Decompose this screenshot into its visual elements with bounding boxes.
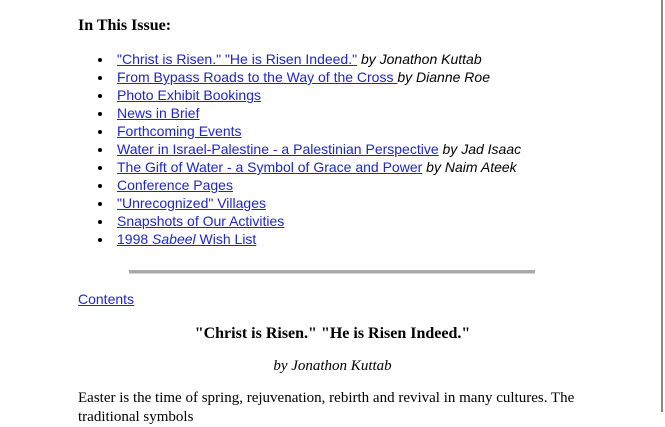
bullet-icon (98, 112, 102, 116)
link-water-israel-palestine[interactable]: Water in Israel-Palestine - a Palestinian Perspective (117, 141, 439, 157)
list-item (0, 194, 600, 212)
wish-list-suffix: Wish List (195, 231, 257, 247)
link-gift-of-water[interactable]: The Gift of Water - a Symbol of Grace and Power (117, 159, 423, 175)
bullet-icon (98, 202, 102, 206)
bullet-icon (98, 58, 102, 62)
link-news-in-brief[interactable]: News in Brief (117, 105, 200, 121)
contents-link[interactable]: Contents (78, 291, 135, 307)
link-bypass-roads[interactable]: From Bypass Roads to the Way of the Cross (117, 69, 398, 85)
bullet-icon (98, 238, 102, 242)
issue-list (0, 50, 600, 248)
link-conference-pages[interactable]: Conference Pages (117, 177, 233, 193)
bullet-icon (98, 220, 102, 224)
list-item (0, 140, 600, 158)
list-item (0, 104, 600, 122)
link-wish-list[interactable] (117, 231, 256, 247)
article-title: "Christ is Risen." "He is Risen Indeed." (194, 325, 471, 342)
byline: by Jad Isaac (438, 141, 522, 157)
page-edge-rule (661, 0, 663, 412)
wish-list-sabeel: Sabeel (152, 231, 196, 247)
list-item (0, 68, 600, 86)
bullet-icon (98, 148, 102, 152)
link-christ-is-risen[interactable]: "Christ is Risen." "He is Risen Indeed." (117, 51, 358, 67)
list-item (0, 176, 600, 194)
bullet-icon (98, 184, 102, 188)
list-item (0, 86, 600, 104)
in-this-issue-heading: In This Issue: (78, 17, 172, 34)
byline: by Dianne Roe (397, 69, 490, 85)
byline: by Jonathon Kuttab (357, 51, 482, 67)
horizontal-divider (129, 270, 535, 274)
link-snapshots[interactable]: Snapshots of Our Activities (117, 213, 285, 229)
article-paragraph: Easter is the time of spring, rejuvenation, rebirth and revival in many cultures. The traditional symbols (78, 390, 575, 425)
bullet-icon (98, 76, 102, 80)
list-item (0, 122, 600, 140)
link-unrecognized-villages[interactable]: "Unrecognized" Villages (117, 195, 266, 211)
bullet-icon (98, 94, 102, 98)
bullet-icon (98, 166, 102, 170)
link-photo-exhibit[interactable]: Photo Exhibit Bookings (117, 87, 261, 103)
bullet-icon (98, 130, 102, 134)
link-forthcoming-events[interactable]: Forthcoming Events (117, 123, 242, 139)
list-item (0, 230, 600, 248)
list-item (0, 158, 600, 176)
list-item (0, 50, 600, 68)
byline: by Naim Ateek (422, 159, 517, 175)
list-item (0, 212, 600, 230)
wish-list-year: 1998 (117, 231, 153, 247)
article-author: by Jonathon Kuttab (273, 358, 392, 374)
